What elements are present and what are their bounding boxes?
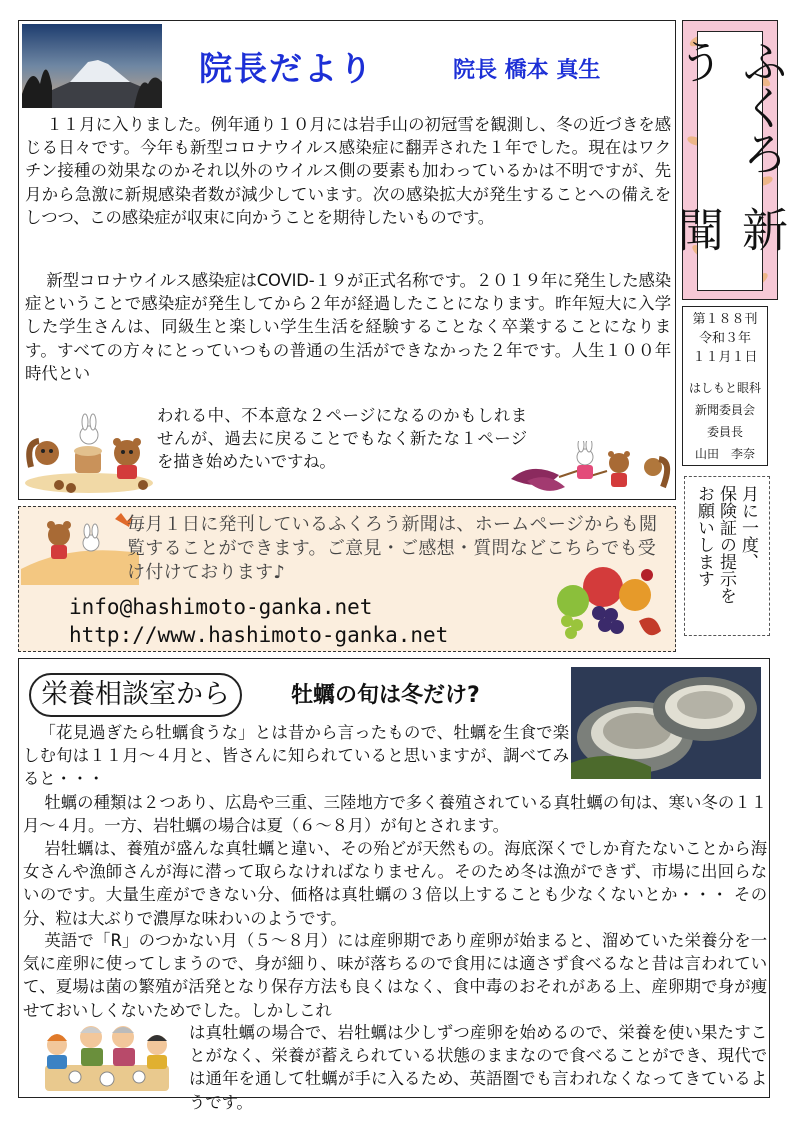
- issue-number: 第１８８刊: [692, 312, 758, 327]
- masthead-title: [671, 31, 789, 291]
- masthead-box: [671, 20, 789, 300]
- squirrels-bears-illustration: [23, 413, 155, 495]
- reminder-line-2: 保険証の提示を: [716, 485, 736, 604]
- publisher-role: 委員長: [706, 425, 743, 439]
- masthead-title-2: 新聞: [671, 206, 789, 252]
- insurance-reminder: [684, 476, 770, 636]
- nutrition-paragraph-1: 「花見過ぎたら牡蠣食うな」とは昔から言ったもので、牡蠣を生食で楽しむ旬は１１月～４月と、皆さんに知られていると思いますが、調べてみると・・・: [23, 723, 569, 789]
- director-column: [18, 20, 676, 500]
- nutrition-paragraph-4: 英語で「R」のつかない月（５～８月）には産卵期であり産卵が始まると、溜めていた栄養分を一気に産卵に使ってしまうので、身が細り、味が落ちるので食用には適さず食べるなと昔は言われていて、夏場は菌の繁殖が活発となり保存方法も良くはなく、食中毒のおそれがある上、産卵期で身が痩せておいしくないためでした。しかしこれ: [23, 931, 767, 1020]
- oyster-photo: [571, 667, 761, 779]
- issue-info: [682, 306, 768, 466]
- nutrition-headline: 牡蠣の旬は冬だけ?: [291, 683, 480, 708]
- notice-text: 毎月１日に発刊しているふくろう新聞は、ホームページからも閲覧することができます。ご意見・ご感想・質問などこちらでも受け付けております♪: [127, 514, 658, 583]
- column-title: 院長だより: [199, 49, 374, 88]
- publisher-name: 山田 李奈: [694, 447, 755, 461]
- fruit-basket-illustration: [543, 561, 669, 649]
- autumn-animals-illustration: [21, 509, 139, 585]
- issue-era: 令和３年: [698, 331, 751, 346]
- nutrition-paragraph-5: は真牡蠣の場合で、岩牡蠣は少しずつ産卵を始めるので、栄養を使い果たすことがなく、栄養が蓄えられている状態のままなので食べることができ、現代では通年を通して牡蠣が手に入るため、英語圏でも言われなくなってきているようです。: [189, 1023, 767, 1112]
- nutrition-column: [18, 658, 770, 1112]
- sweet-potato-animals-illustration: [507, 441, 671, 497]
- family-meal-illustration: [25, 1017, 185, 1095]
- reminder-line-3: お願いします: [694, 485, 714, 587]
- notice-email[interactable]: info@hashimoto-ganka.net: [69, 595, 373, 619]
- director-paragraph-3: われる中、不本意な２ページになるのかもしれませんが、過去に戻ることでもなく新たな１ページを描き始めたいですね。: [157, 406, 527, 472]
- director-paragraph-1: １１月に入りました。例年通り１０月には岩手山の初冠雪を観測し、冬の近づきを感じる日々です。今年も新型コロナウイルス感染症に翻弄された１年でした。現在はワクチン接種の効果なのかそれ以外のウイルス側の要素も加わっているかは不明ですが、先月から急激に新規感染者数が減少しています。次の感染拡大が発生することへの備えをしつつ、この感染症が収束に向かうことを期待したいものです。: [25, 115, 671, 227]
- nutrition-paragraph-3: 岩牡蠣は、養殖が盛んな真牡蠣と違い、その殆どが天然もの。海底深くでしか育たないことから海女さんや漁師さんが海に潜って取らなければなりません。そのため冬は漁ができず、市場に出回らないのです。大量生産ができない分、価格は真牡蠣の３倍以上することも少なくないとか・・・ その分、粒は大ぶりで濃厚な味わいのようです。: [23, 839, 767, 928]
- director-paragraph-2: 新型コロナウイルス感染症はCOVID-１９が正式名称です。２０１９年に発生した感染症ということで感染症が発生してから２年が経過したことになります。昨年短大に入学した学生さんは、同級生と楽しい学生生活を経験することなく卒業することになります。すべての方々にとっていつもの普通の生活ができなかった２年です。人生１００年時代とい: [25, 271, 671, 383]
- column-author: 院長 橋本 真生: [453, 58, 601, 83]
- nutrition-section-label: 栄養相談室から: [29, 673, 242, 717]
- homepage-notice: [18, 506, 676, 652]
- reminder-line-1: 月に一度、: [738, 485, 758, 570]
- publisher-clinic: はしもと眼科: [688, 381, 761, 395]
- publisher-committee: 新聞委員会: [694, 403, 755, 417]
- mount-iwate-photo: [22, 24, 162, 108]
- issue-date: １１月１日: [692, 350, 758, 365]
- nutrition-paragraph-2: 牡蠣の種類は２つあり、広島や三重、三陸地方で多く養殖されている真牡蠣の旬は、寒い冬の１１月～４月。一方、岩牡蠣の場合は夏（６～８月）が旬とされます。: [23, 793, 767, 836]
- masthead-title-1: ふくろう: [671, 38, 789, 176]
- notice-url[interactable]: http://www.hashimoto-ganka.net: [69, 623, 449, 647]
